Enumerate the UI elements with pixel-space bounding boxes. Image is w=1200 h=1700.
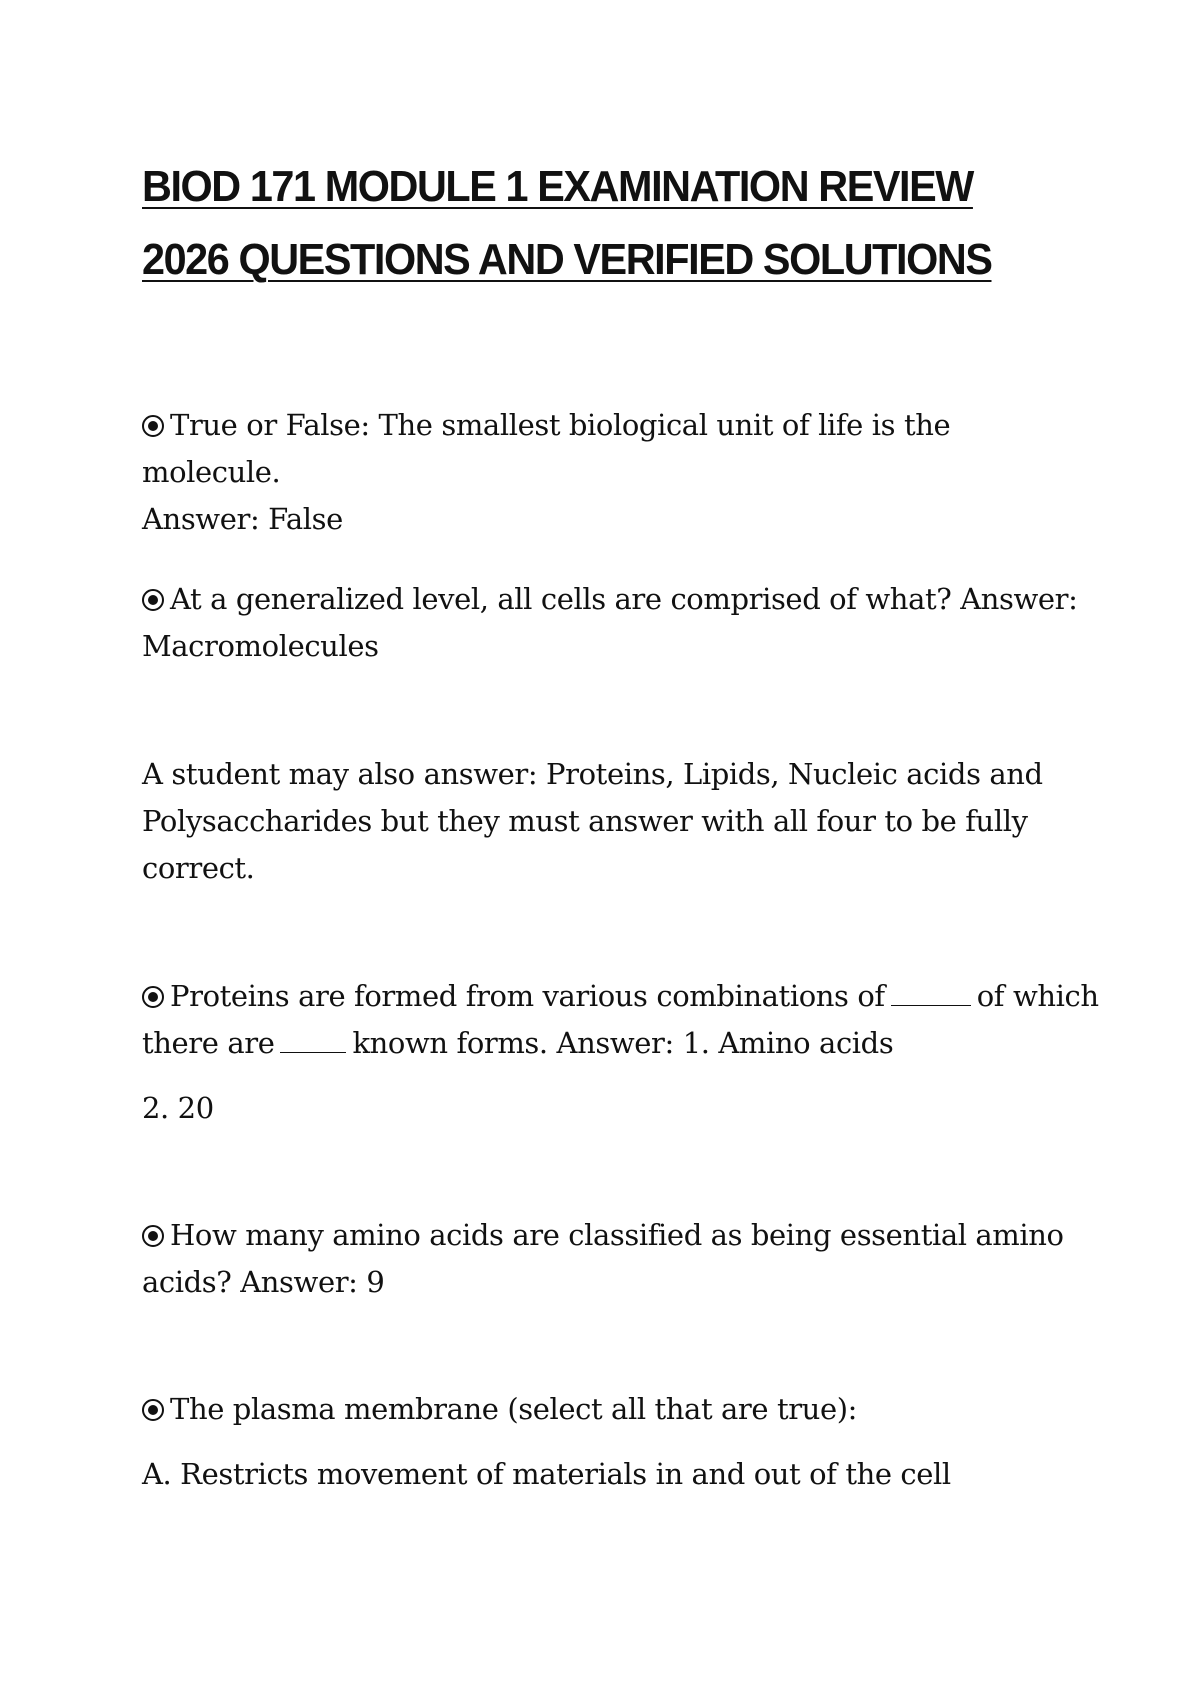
question-item-4 [142, 1212, 1082, 1306]
answer-text: 2. 20 [142, 1091, 214, 1125]
fill-in-blank [891, 1004, 971, 1006]
note-paragraph [142, 751, 1082, 892]
question-item-1 [142, 402, 1082, 543]
answer-text: acids? Answer: 9 [142, 1265, 385, 1299]
title-line-1: BIOD 171 MODULE 1 EXAMINATION REVIEW [142, 162, 973, 211]
radio-bullet-icon [142, 1225, 164, 1247]
question-text: At a generalized level, all cells are comprised of what? Answer: [170, 582, 1078, 616]
question-item-2 [142, 576, 1082, 670]
document-title [142, 150, 1082, 296]
answer-text: Answer: False [142, 502, 343, 536]
answer-text: Macromolecules [142, 629, 379, 663]
question-text: How many amino acids are classified as being essential amino [170, 1218, 1064, 1252]
note-line: A student may also answer: Proteins, Lipids, Nucleic acids and [142, 757, 1043, 791]
note-line: correct. [142, 851, 255, 885]
radio-bullet-icon [142, 415, 164, 437]
question-text: True or False: The smallest biological unit of life is the molecule. [142, 408, 951, 489]
question-text-part: there are [142, 1026, 275, 1060]
question-item-5 [142, 1386, 1082, 1498]
fill-in-blank [280, 1051, 346, 1053]
question-item-3 [142, 973, 1122, 1132]
title-line-2: 2026 QUESTIONS AND VERIFIED SOLUTIONS [142, 235, 992, 284]
option-a-text: A. Restricts movement of materials in and out of the cell [142, 1457, 951, 1491]
radio-bullet-icon [142, 1399, 164, 1421]
question-text-part: Proteins are formed from various combinations of [170, 979, 885, 1013]
question-text-part: of which [976, 979, 1099, 1013]
question-text: The plasma membrane (select all that are true): [170, 1392, 857, 1426]
question-text-part: known forms. Answer: 1. Amino acids [352, 1026, 894, 1060]
radio-bullet-icon [142, 589, 164, 611]
note-line: Polysaccharides but they must answer with all four to be fully [142, 804, 1028, 838]
radio-bullet-icon [142, 986, 164, 1008]
